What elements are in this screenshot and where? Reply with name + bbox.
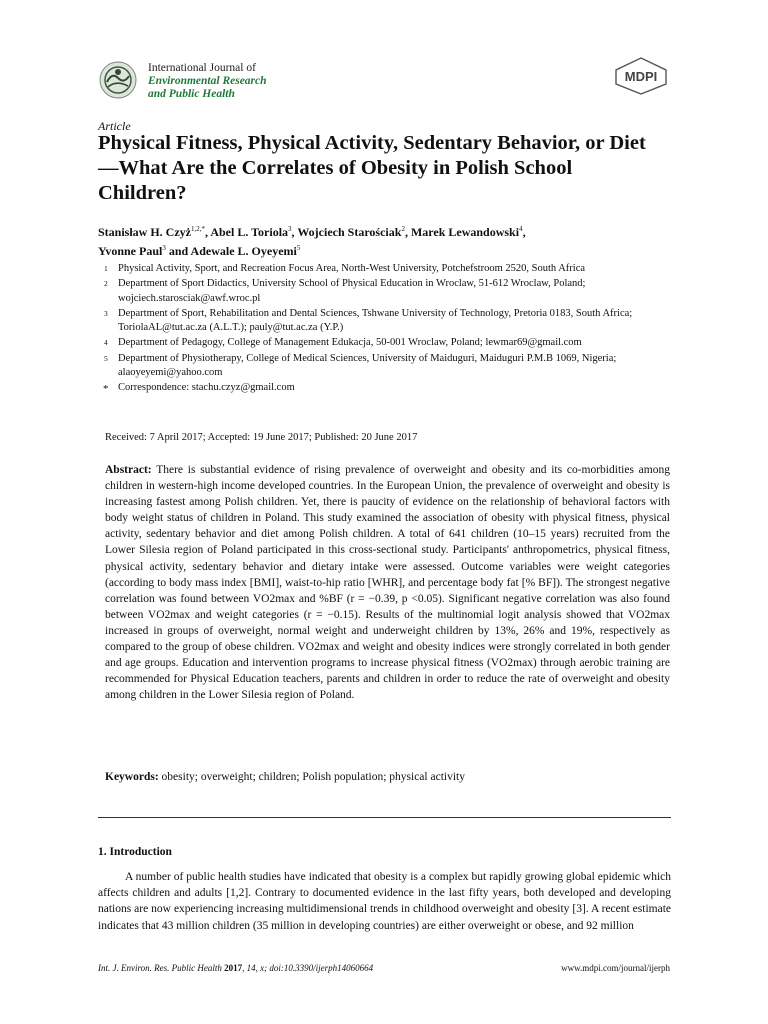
author-separator: ,: [205, 225, 211, 239]
introduction-paragraph: A number of public health studies have indicated that obesity is a complex but rapidly growing global epidemic which affects children and adults [1,2]. Contrary to documented evidence in the last fifty years, both developed and developing nations are now experiencing increasing multidimensional trends in childhood overweight and obesity [3]. A recent estimate indicates that 43 million children (35 million in developing countries) are either overweight or obese, and 92 million: [98, 871, 671, 932]
affiliation-mark: 4: [104, 338, 108, 348]
affiliation-text: Physical Activity, Sport, and Recreation Focus Area, North-West University, Potchefstroom 2520, South Africa: [118, 263, 586, 274]
author-name: Stanisław H. Czyż: [98, 225, 191, 239]
affiliation-item: [98, 381, 673, 395]
publication-dates: Received: 7 April 2017; Accepted: 19 June 2017; Published: 20 June 2017: [105, 432, 418, 443]
footer-citation: [98, 963, 373, 973]
journal-name-line1: International Journal of: [148, 62, 256, 74]
journal-name-line2: Environmental Research: [148, 75, 267, 87]
affiliation-mark: 1: [104, 264, 108, 273]
publisher-name: MDPI: [624, 69, 658, 84]
author-separator: ,: [291, 225, 298, 239]
section-divider: [98, 817, 671, 818]
keywords-text: obesity; overweight; children; Polish population; physical activity: [161, 771, 465, 783]
affiliation-mark: 5: [104, 353, 108, 363]
author-affiliation-mark: 1,2,*: [191, 225, 205, 233]
footer-journal-url: www.mdpi.com/journal/ijerph: [561, 963, 670, 973]
affiliation-text: Department of Physiotherapy, College of Medical Sciences, University of Maiduguri, Maiduguri P.M.B 1069, Nigeria; alaoyeyemi@yahoo.com: [118, 352, 617, 379]
author-affiliation-mark: 3: [162, 244, 166, 252]
author-affiliation-mark: 2: [401, 225, 405, 233]
author-separator: and: [165, 244, 191, 258]
journal-name: [148, 62, 267, 101]
author-separator: ,: [522, 225, 526, 239]
affiliation-item: [98, 336, 673, 350]
affiliation-text: Department of Sport Didactics, University School of Physical Education in Wroclaw, 51-612 Wroclaw, Poland; wojciech.starosciak@awf.wroc.pl: [118, 278, 586, 304]
affiliation-item: [98, 277, 673, 306]
abstract: [105, 462, 670, 703]
affiliation-item: [98, 307, 673, 336]
author-affiliation-mark: 3: [288, 225, 292, 233]
footer-volume-doi: , 14, x; doi:10.3390/ijerph14060664: [242, 963, 374, 973]
correspondence-text: Correspondence: stachu.czyz@gmail.com: [118, 382, 295, 394]
keywords-label: Keywords:: [105, 771, 159, 783]
journal-name-line3: and Public Health: [148, 88, 235, 100]
affiliation-text: Department of Sport, Rehabilitation and Dental Sciences, Tshwane University of Technology, Pretoria 0183, South Africa; ToriolaAL@tut.ac.za (A.L.T.); pauly@tut.ac.za (Y.P.): [118, 307, 633, 334]
author-affiliation-mark: 5: [296, 244, 301, 252]
affiliation-text: Department of Pedagogy, College of Management Edukacja, 50-001 Wroclaw, Poland; lewmar69@gmail.com: [118, 337, 582, 349]
affiliation-item: [98, 352, 673, 381]
affiliation-mark: 3: [104, 308, 108, 318]
author-list: [98, 223, 673, 261]
publisher-logo-icon: [612, 56, 670, 96]
footer-journal-abbrev: Int. J. Environ. Res. Public Health: [98, 963, 222, 973]
author-name: Wojciech Starościak: [297, 225, 402, 239]
section-heading: 1. Introduction: [98, 846, 172, 858]
article-type: Article: [98, 119, 131, 133]
author-name: Marek Lewandowski: [410, 225, 520, 239]
author-name: Adewale L. Oyeyemi: [190, 244, 297, 258]
affiliation-list: [98, 262, 673, 397]
author-name: Abel L. Toriola: [210, 225, 289, 239]
author-affiliation-mark: 4: [519, 225, 523, 233]
affiliation-mark: 2: [104, 279, 108, 289]
paper-title: Physical Fitness, Physical Activity, Sedentary Behavior, or Diet—What Are the Correlates of Obesity in Polish School Children?: [98, 132, 646, 204]
author-name: Yvonne Paul: [98, 244, 163, 258]
author-separator: ,: [404, 225, 411, 239]
affiliation-item: [98, 262, 673, 276]
footer-year: 2017: [224, 963, 243, 973]
journal-logo-icon: [98, 60, 138, 100]
abstract-label: Abstract:: [105, 464, 152, 476]
abstract-text: There is substantial evidence of rising prevalence of overweight and obesity and its co-morbidities among children in western-high income developed countries. In the European Union, the prevalence of overweight and obesity is increasing fastest among Polish children. Yet, there is paucity of evidence on the relationship of behavioral factors with body weight status of children in Poland. This study examined the association of obesity with physical fitness, physical activity, sedentary behavior and diet among Polish children. A total of 641 children (10–15 years) recruited from the Lower Silesia region of Poland participated in this cross-sectional study. Participants' anthropometrics, physical fitness, physical activity, sedentary behavior and dietary intake were assessed. Outcome variables were weight categories (according to body mass index [BMI], waist-to-hip ratio [WHR], and percentage body fat [% BF]). The strongest negative correlation was found between VO2max and %BF (r = −0.39, p <0.05). Significant negative correlation was also found between VO2max and weight categories (r = −0.15). Results of the multinomial logit analysis showed that VO2max increased in groups of overweight, normal weight and underweight children by 13%, 26% and 19%, respectively as compared to the group of obese children. VO2max and weight and obesity indices were strongly correlated in both gender and age groups. Education and intervention programs to increase physical fitness (VO2max) through aerobic training are recommended for Physical Education teachers, parents and children in order to reduce the rate of overweight and obesity among children in the Lower Silesia region of Poland.: [105, 464, 670, 702]
keywords: [105, 771, 670, 783]
affiliation-mark: *: [103, 383, 109, 396]
